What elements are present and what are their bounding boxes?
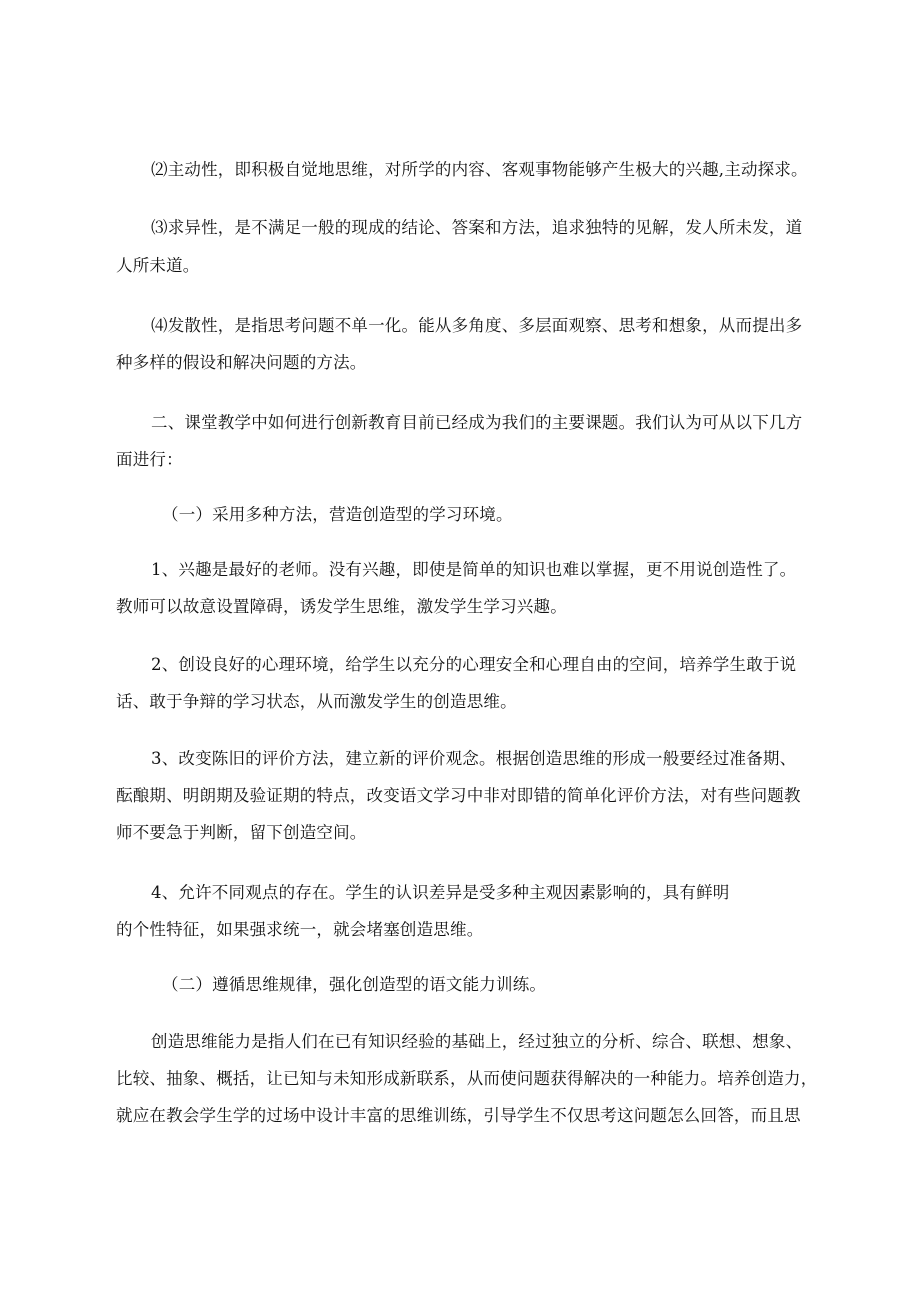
text-line: 1、兴趣是最好的老师。没有兴趣，即使是简单的知识也难以掌握，更不用说创造性了。 <box>151 560 797 579</box>
text-line: 面进行： <box>116 450 183 469</box>
text-line: ⑶求异性，是不满足一般的现成的结论、答案和方法，追求独特的见解，发人所未发，道 <box>151 218 803 237</box>
text-line: ⑵主动性，即积极自觉地思维，对所学的内容、客观事物能够产生极大的兴趣,主动探求。 <box>151 160 808 179</box>
text-line: 师不要急于判断，留下创造空间。 <box>116 823 367 842</box>
text-line: 3、改变陈旧的评价方法，建立新的评价观念。根据创造思维的形成一般要经过准备期、 <box>151 749 797 768</box>
text-line: 教师可以故意设置障碍，诱发学生思维，激发学生学习兴趣。 <box>116 597 567 616</box>
text-line: （一）采用多种方法，营造创造型的学习环境。 <box>162 505 513 524</box>
text-line: 种多样的假设和解决问题的方法。 <box>116 353 367 372</box>
text-line: （二）遵循思维规律，强化创造型的语文能力训练。 <box>162 975 547 994</box>
text-line: 话、敢于争辩的学习状态，从而激发学生的创造思维。 <box>116 692 517 711</box>
text-line: 4、允许不同观点的存在。学生的认识差异是受多种主观因素影响的，具有鲜明 <box>151 883 730 902</box>
text-line: 就应在教会学生学的过场中设计丰富的思维训练，引导学生不仅思考这问题怎么回答，而且思 <box>116 1106 801 1125</box>
text-line: 酝酿期、明朗期及验证期的特点，改变语文学习中非对即错的简单化评价方法，对有些问题教 <box>116 786 801 805</box>
text-line: 2、创设良好的心理环境，给学生以充分的心理安全和心理自由的空间，培养学生敢于说 <box>151 655 797 674</box>
text-line: 的个性特征，如果强求统一，就会堵塞创造思维。 <box>116 920 484 939</box>
text-line: 比较、抽象、概括，让已知与未知形成新联系，从而使问题获得解决的一种能力。培养创造力， <box>116 1069 818 1088</box>
text-line: 创造思维能力是指人们在已有知识经验的基础上，经过独立的分析、综合、联想、想象、 <box>151 1032 803 1051</box>
text-line: 二、课堂教学中如何进行创新教育目前已经成为我们的主要课题。我们认为可从以下几方 <box>151 413 803 432</box>
text-line: ⑷发散性，是指思考问题不单一化。能从多角度、多层面观察、思考和想象，从而提出多 <box>151 316 803 335</box>
text-line: 人所未道。 <box>116 256 200 275</box>
